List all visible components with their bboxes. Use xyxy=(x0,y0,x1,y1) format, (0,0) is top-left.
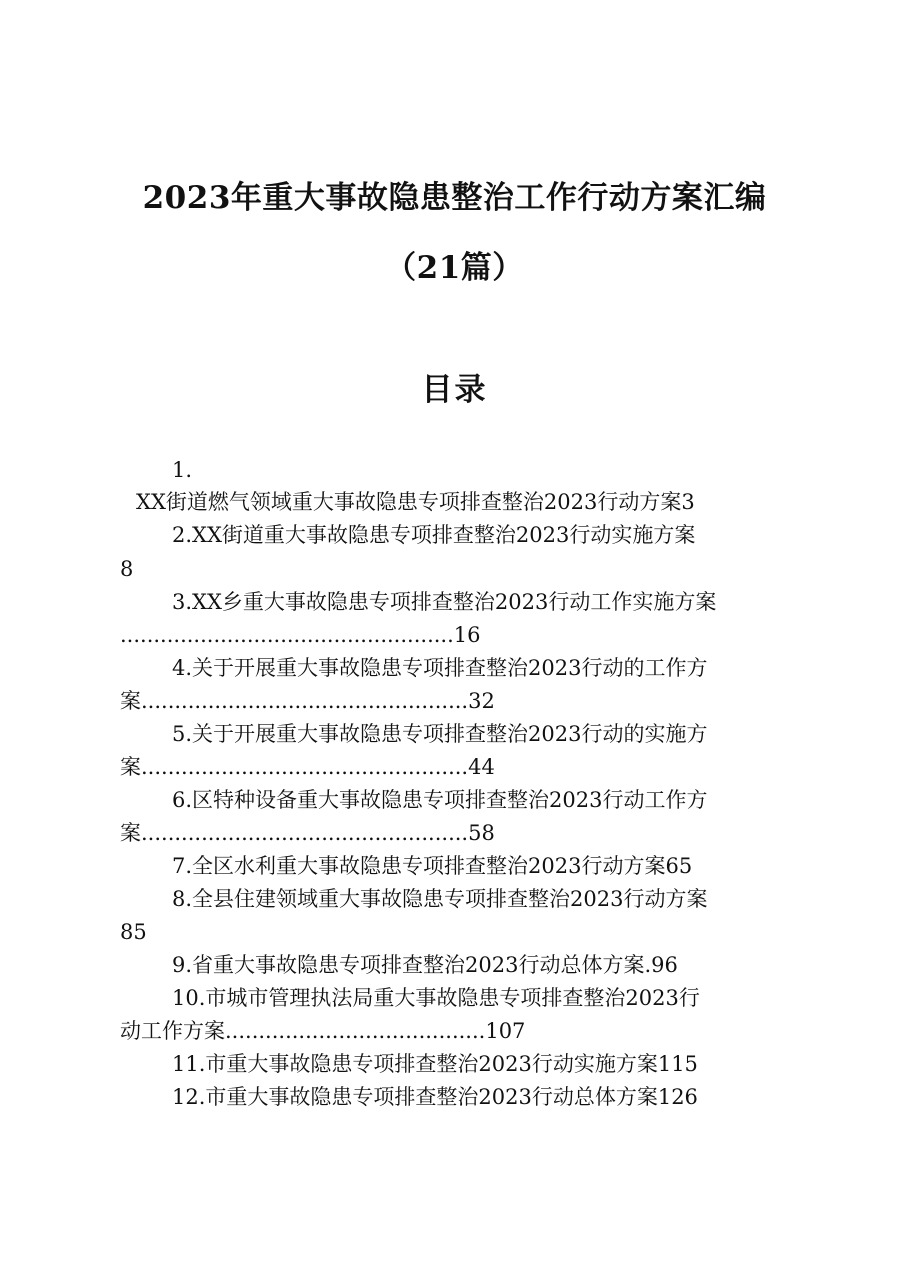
toc-entry-5-line-1[interactable]: 5.关于开展重大事故隐患专项排查整治2023行动的实施方 xyxy=(172,722,708,746)
toc-entry-7-line-1[interactable]: 7.全区水利重大事故隐患专项排查整治2023行动方案65 xyxy=(172,854,693,878)
document-subtitle: （21篇） xyxy=(385,250,524,286)
toc-entry-11-line-1[interactable]: 11.市重大事故隐患专项排查整治2023行动实施方案115 xyxy=(172,1052,698,1076)
toc-entry-2-line-1[interactable]: 2.XX街道重大事故隐患专项排查整治2023行动实施方案 xyxy=(172,523,696,547)
toc-entry-1-line-2[interactable]: XX街道燃气领域重大事故隐患专项排查整治2023行动方案3 xyxy=(136,490,695,514)
toc-entry-5-line-2[interactable]: 案.................................................44 xyxy=(120,755,495,779)
document-title: 2023年重大事故隐患整治工作行动方案汇编 xyxy=(142,180,767,216)
toc-entry-9-line-1[interactable]: 9.省重大事故隐患专项排查整治2023行动总体方案.96 xyxy=(172,953,678,977)
toc-entry-10-line-2[interactable]: 动工作方案.......................................107 xyxy=(120,1019,526,1043)
toc-entry-6-line-1[interactable]: 6.区特种设备重大事故隐患专项排查整治2023行动工作方 xyxy=(172,788,708,812)
toc-entry-4-line-2[interactable]: 案.................................................32 xyxy=(120,689,495,713)
toc-entry-1-line-1[interactable]: 1. xyxy=(172,458,193,482)
toc-entry-4-line-1[interactable]: 4.关于开展重大事故隐患专项排查整治2023行动的工作方 xyxy=(172,656,708,680)
toc-entry-2-line-2[interactable]: 8 xyxy=(120,557,134,581)
toc-entry-8-line-1[interactable]: 8.全县住建领域重大事故隐患专项排查整治2023行动方案 xyxy=(172,887,708,911)
toc-heading: 目录 xyxy=(421,372,488,408)
toc-entry-8-line-2[interactable]: 85 xyxy=(120,920,147,944)
toc-entry-3-line-1[interactable]: 3.XX乡重大事故隐患专项排查整治2023行动工作实施方案 xyxy=(172,590,717,614)
toc-entry-3-line-2[interactable]: ..................................................16 xyxy=(120,623,481,647)
toc-entry-6-line-2[interactable]: 案.................................................58 xyxy=(120,821,495,845)
toc-entry-10-line-1[interactable]: 10.市城市管理执法局重大事故隐患专项排查整治2023行 xyxy=(172,986,700,1010)
toc-entry-12-line-1[interactable]: 12.市重大事故隐患专项排查整治2023行动总体方案126 xyxy=(172,1085,698,1109)
